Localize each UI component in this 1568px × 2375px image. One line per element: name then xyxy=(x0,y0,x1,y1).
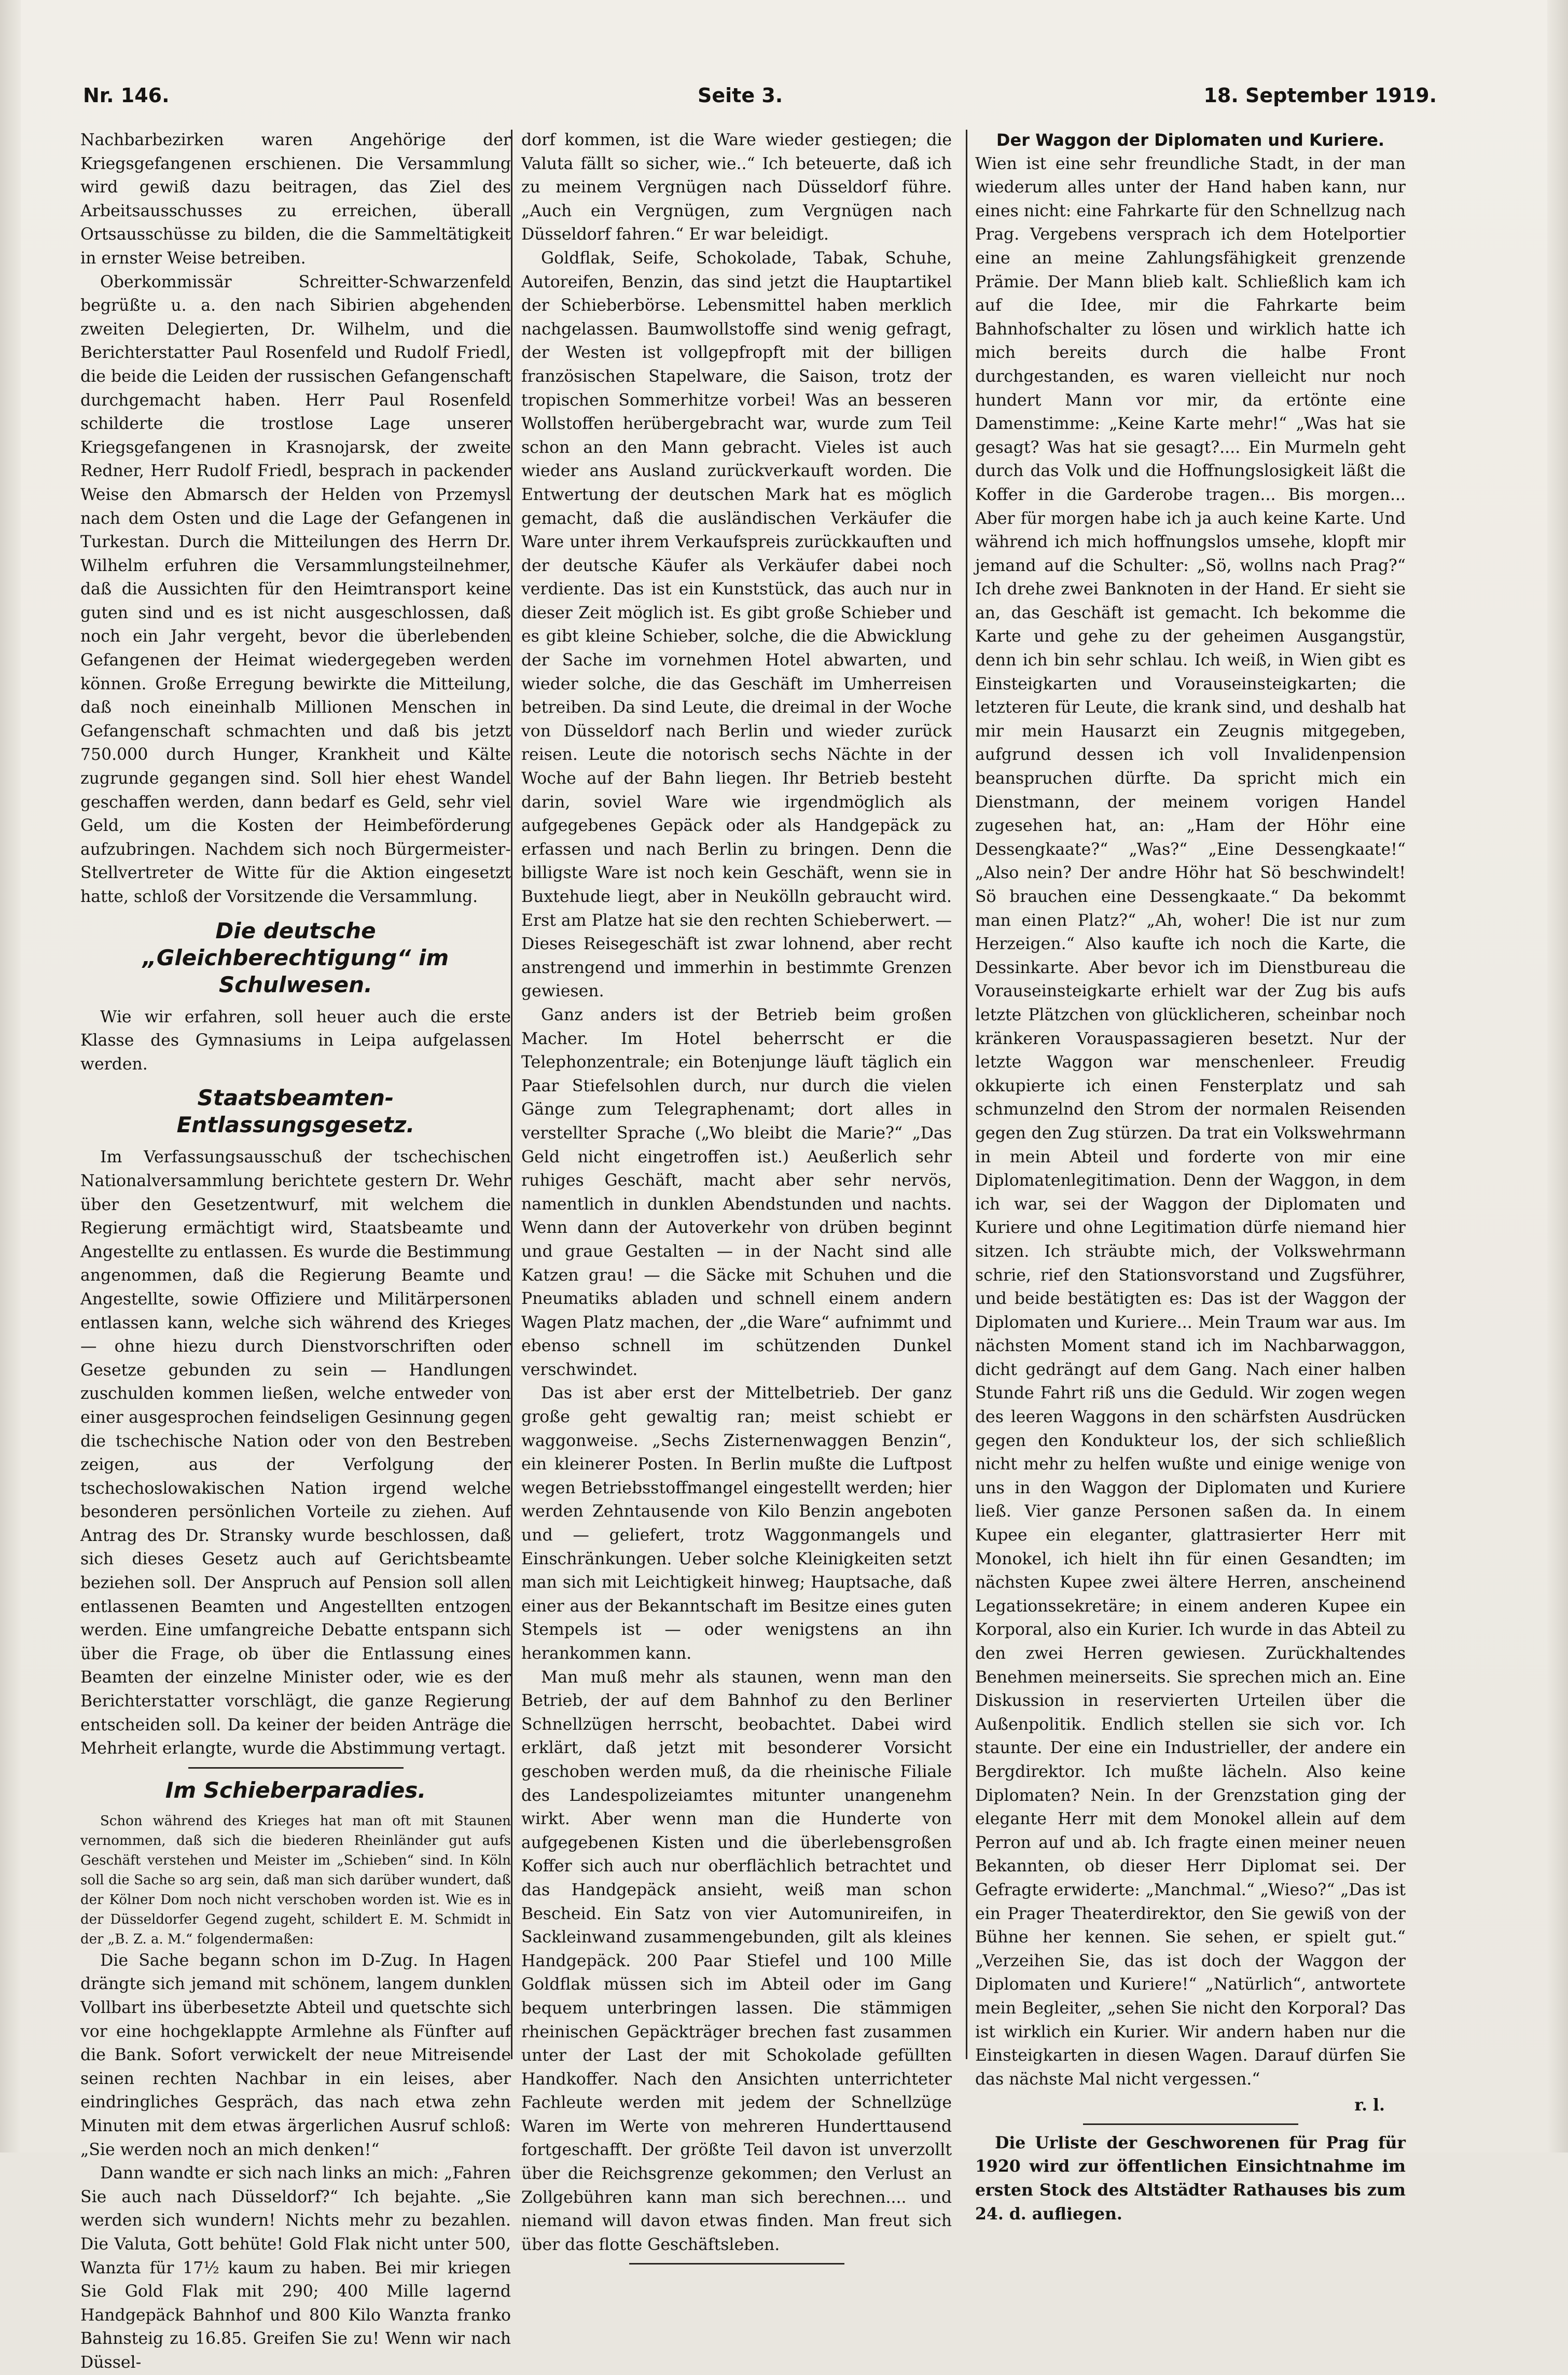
paragraph: Oberkommissär Schreitter-Schwarzenfeld begrüßte u. a. den nach Sibirien abgehenden zweiten Delegierten, Dr. Wilhelm, und die Berichterstatter Paul Rosenfeld und Rudolf Friedl, die beide die Leiden der russischen Gefangenschaft durchgemacht haben. Herr Paul Rosenfeld schilderte die trostlose Lage unserer Kriegsgefangenen in Krasnojarsk, der zweite Redner, Herr Rudolf Friedl, besprach in packender Weise den Abmarsch der Helden von Przemysl nach dem Osten und die Lage der Gefangenen in Turkestan. Durch die Mitteilungen des Herrn Dr. Wilhelm erfuhren die Versammlungsteilnehmer, daß die Aussichten für den Heimtransport keine guten sind und es ist nicht ausgeschlossen, daß noch ein Jahr vergeht, bevor die überlebenden Gefangenen der Heimat wiedergegeben werden können. Große Erregung bewirkte die Mitteilung, daß noch eineinhalb Millionen Menschen in Gefangenschaft schmachten und daß bis jetzt 750.000 durch Hunger, Krankheit und Kälte zugrunde gegangen sind. Soll hier ehest Wandel geschaffen werden, dann bedarf es Geld, sehr viel Geld, um die Kosten der Heimbeförderung aufzubringen. Nachdem sich noch Bürgermeister-Stellvertreter de Witte für die Aktion eingesetzt hatte, schloß der Vorsitzende die Versammlung. xyxy=(80,272,511,906)
headline-schieberparadies: Im Schieberparadies. xyxy=(165,1777,426,1803)
paragraph: Nachbarbezirken waren Angehörige der Kriegsgefangenen erschienen. Die Versammlung wird gewiß dazu beitragen, das Ziel des Arbeitsausschusses zu erreichen, überall Ortsausschüsse zu bilden, die die Sammeltätigkeit in ernster Weise betreiben. xyxy=(80,131,511,268)
paragraph: Dann wandte er sich nach links an mich: „Fahren Sie auch nach Düsseldorf?“ Ich bejahte. „Sie werden sich wundern! Nichts mehr zu bezahlen. Die Valuta, Gott behüte! Gold Flak nicht unter 500, Wanzta für 17½ kaum zu haben. Bei mir kriegen Sie Gold Flak mit 290; 400 Mille lagernd Handgepäck Bahnhof und 800 Kilo Wanzta franko Bahnsteig zu 16.85. Greifen Sie zu! Wenn wir nach Düssel- xyxy=(80,2164,511,2372)
notice-paragraph: Die Urliste der Geschworenen für Prag für 1920 wird zur öffentlichen Einsichtnahme im ersten Stock des Altstädter Rathauses bis zum 24. d. aufliegen. xyxy=(975,2133,1406,2224)
paragraph: Die Sache begann schon im D-Zug. In Hagen drängte sich jemand mit schönem, langem dunklen Vollbart ins überbesetzte Abteil und quetschte sich vor eine hochgeklappte Armlehne als Fünfter auf die Bank. Sofort verwickelt der neue Mitreisende seinen rechten Nachbar in ein leises, aber eindringliches Gespräch, das nach etwa zehn Minuten mit dem etwas ärgerlichen Ausruf schloß: „Sie werden noch an mich denken!“ xyxy=(80,1951,511,2159)
paragraph: Das ist aber erst der Mittelbetrieb. Der ganz große geht gewaltig ran; meist schiebt er waggonweise. „Sechs Zisternenwaggen Benzin“, ein kleinerer Posten. In Berlin mußte die Luftpost wegen Betriebsstoffmangel eingestellt werden; hier werden Zehntausende von Kilo Benzin angeboten und — geliefert, trotz Waggonmangels und Einschränkungen. Ueber solche Kleinigkeiten setzt man sich mit Leichtigkeit hinweg; Hauptsache, daß einer aus der Bekanntschaft im Besitze eines guten Stempels ist — oder wenigstens an ihn herankommen kann. xyxy=(521,1384,952,1663)
headline-staatsbeamten: Staatsbeamten-Entlassungsgesetz. xyxy=(176,1085,415,1138)
column-3 xyxy=(975,129,1406,2224)
headline-gleichberechtigung: Die deutsche „Gleichberechtigung“ im Schulwesen. xyxy=(142,918,449,997)
paragraph: Man muß mehr als staunen, wenn man den Betrieb, der auf dem Bahnhof zu den Berliner Schnellzügen herrscht, beobachtet. Dabei wird erklärt, daß jetzt mit besonderer Vorsicht geschoben werden muß, da die rheinische Filiale des Landespolizeiamtes mitunter unangenehm wirkt. Aber wenn man die Hunderte von aufgegebenen Kisten und die überlebensgroßen Koffer sich auch nur oberflächlich betrachtet und das Handgepäck ansieht, weiß man schon Bescheid. Ein Satz von vier Automunireifen, in Sackleinwand zusammengebunden, gilt als kleines Handgepäck. 200 Paar Stiefel und 100 Mille Goldflak müssen sich im Abteil oder im Gang bequem unterbringen lassen. Die stämmigen rheinischen Gepäckträger brechen fast zusammen unter der Last der mit Schokolade gefüllten Handkoffer. Nach den Ansichten unterrichteter Fachleute werden mit jedem der Schnellzüge Waren im Werte von mehreren Hunderttausend fortgeschafft. Der größte Teil davon ist unverzollt über die Reichsgrenze gekommen; den Verlust an Zollgebühren kann man sich berechnen.... und niemand will davon etwas finden. Man freut sich über das flotte Geschäftsleben. xyxy=(521,1668,952,2254)
column-divider xyxy=(511,130,512,2059)
page-edge-left xyxy=(0,0,21,2152)
headline-waggon: Der Waggon der Diplomaten und Kuriere. xyxy=(996,130,1385,150)
column-2 xyxy=(521,129,952,2254)
page-header xyxy=(78,79,1437,120)
author-signature: r. l. xyxy=(1354,2095,1385,2115)
page-number: Seite 3. xyxy=(698,84,783,107)
paragraph: Im Verfassungsausschuß der tschechischen Nationalversammlung berichtete gestern Dr. Wehr über den Gesetzentwurf, mit welchem die Regierung ermächtigt wird, Staatsbeamte und Angestellte zu entlassen. Es wurde die Bestimmung angenommen, daß die Regierung Beamte und Angestellte, sowie Offiziere und Militärpersonen entlassen kann, welche sich während des Krieges — ohne hiezu durch Dienstvorschriften oder Gesetze gebunden zu sein — Handlungen zuschulden kommen ließen, welche entweder von einer ausgesprochen feindseligen Gesinnung gegen die tschechische Nation oder von den Bestreben zeigen, aus der Verfolgung der tschechoslowakischen Nation irgend welche besonderen persönlichen Vorteile zu ziehen. Auf Antrag des Dr. Stransky wurde beschlossen, daß sich dieses Gesetz auch auf Gerichtsbeamte beziehen soll. Der Anspruch auf Pension soll allen entlassenen Beamten und Angestellten entzogen werden. Eine umfangreiche Debatte entspann sich über die Frage, ob über die Entlassung eines Beamten der einzelne Minister oder, wie es der Berichterstatter vorschlägt, die ganze Regierung entscheiden soll. Da keiner der beiden Anträge die Mehrheit erlangte, wurde die Abstimmung vertagt. xyxy=(80,1148,511,1758)
column-1 xyxy=(80,129,511,2372)
column-divider xyxy=(966,130,967,2059)
separator xyxy=(1083,2123,1298,2125)
paragraph: dorf kommen, ist die Ware wieder gestiegen; die Valuta fällt so sicher, wie..“ Ich beteuerte, daß ich zu meinem Vergnügen nach Düsseldorf führe. „Auch ein Vergnügen, zum Vergnügen nach Düsseldorf fahren.“ Er war beleidigt. xyxy=(521,131,952,244)
intro-paragraph: Schon während des Krieges hat man oft mit Staunen vernommen, daß sich die biederen Rheinländer gut aufs Geschäft verstehen und Meister im „Schieben“ sind. In Köln soll die Sache so arg sein, daß man sich darüber wundert, daß der Kölner Dom noch nicht verschoben worden ist. Wie es in der Düsseldorfer Gegend zugeht, schildert E. M. Schmidt in der „B. Z. a. M.“ folgendermaßen: xyxy=(80,1813,511,1947)
paragraph: Goldflak, Seife, Schokolade, Tabak, Schuhe, Autoreifen, Benzin, das sind jetzt die Hauptartikel der Schieberbörse. Lebensmittel haben merklich nachgelassen. Baumwollstoffe sind wenig gefragt, der Westen ist vollgepfropft mit der billigen französischen Stapelware, die Saison, trotz der tropischen Sommerhitze vorbei! Was an besseren Wollstoffen herübergebracht war, wurde zum Teil schon an den Mann gebracht. Vieles ist auch wieder ans Ausland zurückverkauft worden. Die Entwertung der deutschen Mark hat es möglich gemacht, daß die ausländischen Verkäufer die Ware unter ihrem Verkaufspreis zurückkauften und der deutsche Käufer als Verkäufer dabei noch verdiente. Das ist ein Kunststück, das auch nur in dieser Zeit möglich ist. Es gibt große Schieber und es gibt kleine Schieber, solche, die die Abwicklung der Sache im vornehmen Hotel abwarten, und wieder solche, die das Geschäft im Umherreisen betreiben. Da sind Leute, die dreimal in der Woche von Düsseldorf nach Berlin und wieder zurück reisen. Leute die notorisch sechs Nächte in der Woche auf der Bahn liegen. Ihr Betrieb besteht darin, soviel Ware wie irgendmöglich als aufgegebenes Gepäck oder als Handgepäck zu erfassen und nach Berlin zu bringen. Denn die billigste Ware ist noch kein Geschäft, wenn sie in Buxtehude liegt, aber in Neukölln gebraucht wird. Erst am Platze hat sie den rechten Schieberwert. — Dieses Reisegeschäft ist zwar lohnend, aber recht anstrengend und immerhin in bestimmte Grenzen gewiesen. xyxy=(521,248,952,1001)
page-edge-right xyxy=(1547,0,1568,2152)
paragraph: Wien ist eine sehr freundliche Stadt, in der man wiederum alles unter der Hand haben kann, nur eines nicht: eine Fahrkarte für den Schnellzug nach Prag. Vergebens versprach ich dem Hotelportier eine an meine Zahlungsfähigkeit grenzende Prämie. Der Mann blieb kalt. Schließlich kam ich auf die Idee, mir die Fahrkarte beim Bahnhofschalter zu lösen und wirklich hatte ich mich bereits durch die halbe Front durchgestanden, es waren vielleicht nur noch hundert Mann vor mir, da ertönte eine Damenstimme: „Keine Karte mehr!“ „Was hat sie gesagt? Was hat sie gesagt?.... Ein Murmeln geht durch das Volk und die Hoffnungslosigkeit läßt die Koffer in die Garderobe tragen... Bis morgen... Aber für morgen habe ich ja auch keine Karte. Und während ich mich hoffnungslos umsehe, klopft mir jemand auf die Schulter: „Sö, wollns nach Prag?“ Ich drehe zwei Banknoten in der Hand. Er sieht sie an, das Geschäft ist gemacht. Ich bekomme die Karte und gehe zu der geheimen Ausgangstür, denn ich bin sehr schlau. Ich weiß, in Wien gibt es Einsteigkarten und Vorauseinsteigkarten; die letzteren für Leute, die krank sind, und deshalb hat mir mein Hausarzt ein Zeugnis mitgegeben, aufgrund dessen ich voll Invalidenpension beanspruchen dürfte. Da spricht mich ein Dienstmann, der meinem vorigen Handel zugesehen hat, an: „Ham der Höhr eine Dessengkaate?“ „Was?“ „Eine Dessengkaate!“ „Also nein? Der andre Höhr hat Sö beschwindelt! Sö brauchen eine Dessengkaate.“ Da bekommt man einen Platz?“ „Ah, woher! Die ist nur zum Herzeigen.“ Also kaufte ich noch die Karte, die Dessinkarte. Aber bevor ich im Dienstbureau die Vorauseinsteigkarte erhielt war der Zug bis aufs letzte Plätzchen von glücklicheren, scheinbar noch kränkeren Vorauspassagieren besetzt. Nur der letzte Waggon war menschenleer. Freudig okkupierte ich einen Fensterplatz und sah schmunzelnd den Strom der normalen Reisenden gegen den Zug stürzen. Da trat ein Volkswehrmann in mein Abteil und forderte von mir eine Diplomatenlegitimation. Denn der Waggon, in dem ich war, sei der Waggon der Diplomaten und Kuriere und ohne Legitimation dürfe niemand hier sitzen. Ich sträubte mich, der Volkswehrmann schrie, rief den Stationsvorstand und Zugsführer, und beide bestätigten es: Das ist der Waggon der Diplomaten und Kuriere... Mein Traum war aus. Im nächsten Moment stand ich im Nachbarwaggon, dicht gedrängt auf dem Gang. Nach einer halben Stunde Fahrt riß uns die Geduld. Wir zogen wegen des leeren Waggons in den schärfsten Ausdrücken gegen den Kondukteur los, der sich schließlich nicht mehr zu helfen wußte und einige wenige von uns in den Waggon der Diplomaten und Kuriere ließ. Vier ganze Personen saßen da. In einem Kupee ein eleganter, glattrasierter Herr mit Monokel, ich hielt ihn für einen Gesandten; im nächsten Kupee zwei ältere Herren, anscheinend Legationssekretäre; in einem anderen Kupee ein Korporal, also ein Kurier. Ich wurde in das Abteil zu den zwei Herren gewiesen. Zurückhaltendes Benehmen meinerseits. Sie sprechen mich an. Eine Diskussion in reservierten Urteilen über die Außenpolitik. Endlich stellen sie sich vor. Ich staunte. Der eine ein Industrieller, der andere ein Bergdirektor. Ich mußte lächeln. Also keine Diplomaten? Nein. In der Grenzstation ging der elegante Herr mit dem Monokel allein auf dem Perron auf und ab. Ich fragte einen meiner neuen Bekannten, ob dieser Herr Diplomat sei. Der Gefragte erwiderte: „Manchmal.“ „Wieso?“ „Das ist ein Prager Theaterdirektor, den Sie gewiß von der Bühne her kennen. Sie sehen, er spielt gut.“ „Verzeihen Sie, das ist doch der Waggon der Diplomaten und Kuriere!“ „Natürlich“, antwortete mein Begleiter, „sehen Sie nicht den Korporal? Das ist wirklich ein Kurier. Wir andern haben nur die Einsteigkarten in diesen Wagen. Darauf dürfen Sie das nächste Mal nicht vergessen.“ xyxy=(975,154,1406,2089)
separator xyxy=(629,2263,844,2265)
separator xyxy=(188,1767,404,1769)
issue-number: Nr. 146. xyxy=(83,84,170,107)
paragraph: Wie wir erfahren, soll heuer auch die erste Klasse des Gymnasiums in Leipa aufgelassen werden. xyxy=(80,1007,511,1074)
issue-date: 18. September 1919. xyxy=(1203,84,1437,107)
paragraph: Ganz anders ist der Betrieb beim großen Macher. Im Hotel beherrscht er die Telephonzentrale; ein Botenjunge läuft täglich ein Paar Stiefelsohlen durch, nur durch die vielen Gänge zum Telegraphenamt; dort alles in verstellter Sprache („Wo bleibt die Marie?“ „Das Geld nicht eingetroffen ist.) Aeußerlich sehr ruhiges Geschäft, macht aber sehr nervös, namentlich in dunklen Abendstunden und nachts. Wenn dann der Autoverkehr von drüben beginnt und graue Gestalten — in der Nacht sind alle Katzen grau! — die Säcke mit Schuhen und die Pneumatiks abladen und schnell einem andern Wagen Platz machen, der „die Ware“ aufnimmt und ebenso schnell im schützenden Dunkel verschwindet. xyxy=(521,1005,952,1379)
